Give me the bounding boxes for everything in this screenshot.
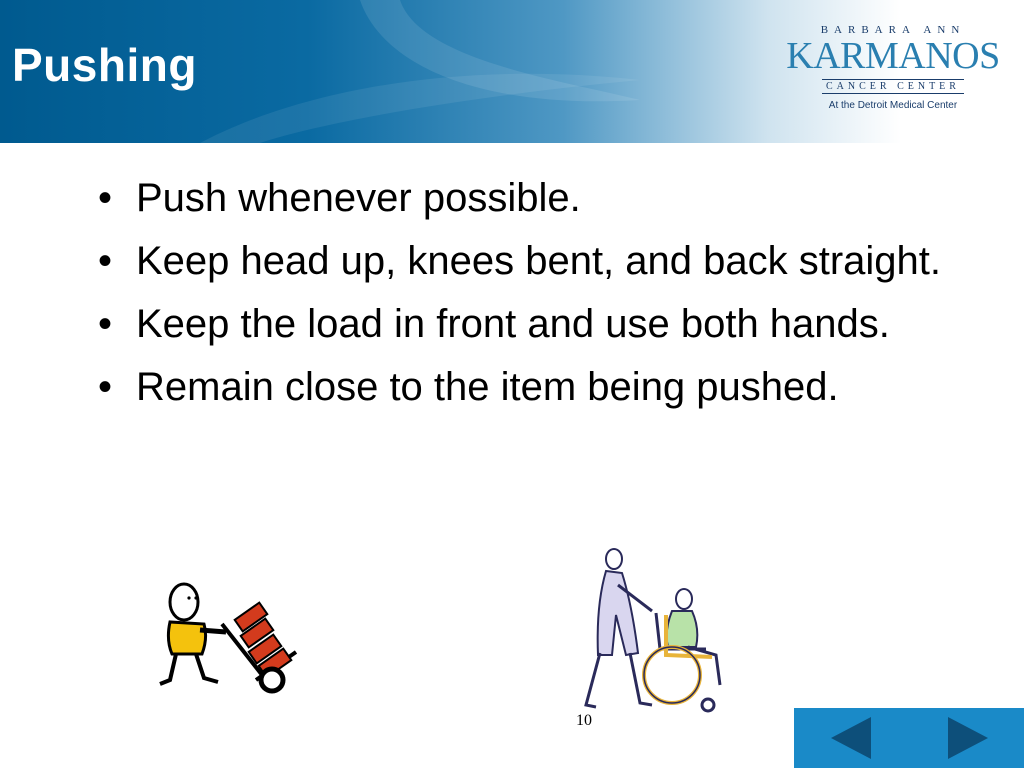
slide-header [0, 0, 1024, 143]
bullet-item: • Push whenever possible. [98, 172, 978, 225]
bullet-item: • Keep head up, knees bent, and back straight. [98, 235, 978, 288]
logo-tagline: At the Detroit Medical Center [828, 100, 958, 111]
karmanos-logo [786, 24, 1000, 124]
next-slide-button[interactable] [909, 708, 1024, 768]
page-number: 10 [576, 712, 592, 729]
wheelchair-clipart [556, 545, 736, 715]
logo-sub-text: CANCER CENTER [822, 79, 964, 94]
left-arrow-icon [827, 715, 877, 761]
right-arrow-icon [942, 715, 992, 761]
slide-title: Pushing [12, 39, 197, 91]
bullet-item: • Keep the load in front and use both hands. [98, 298, 978, 351]
bullet-item: • Remain close to the item being pushed. [98, 361, 978, 414]
slide-navigation [794, 708, 1024, 768]
logo-main-text: KARMANOS [786, 35, 1000, 77]
previous-slide-button[interactable] [794, 708, 909, 768]
bullet-list [98, 172, 978, 424]
logo-top-line: BARBARA ANN [820, 24, 966, 36]
hand-truck-clipart [156, 580, 306, 695]
